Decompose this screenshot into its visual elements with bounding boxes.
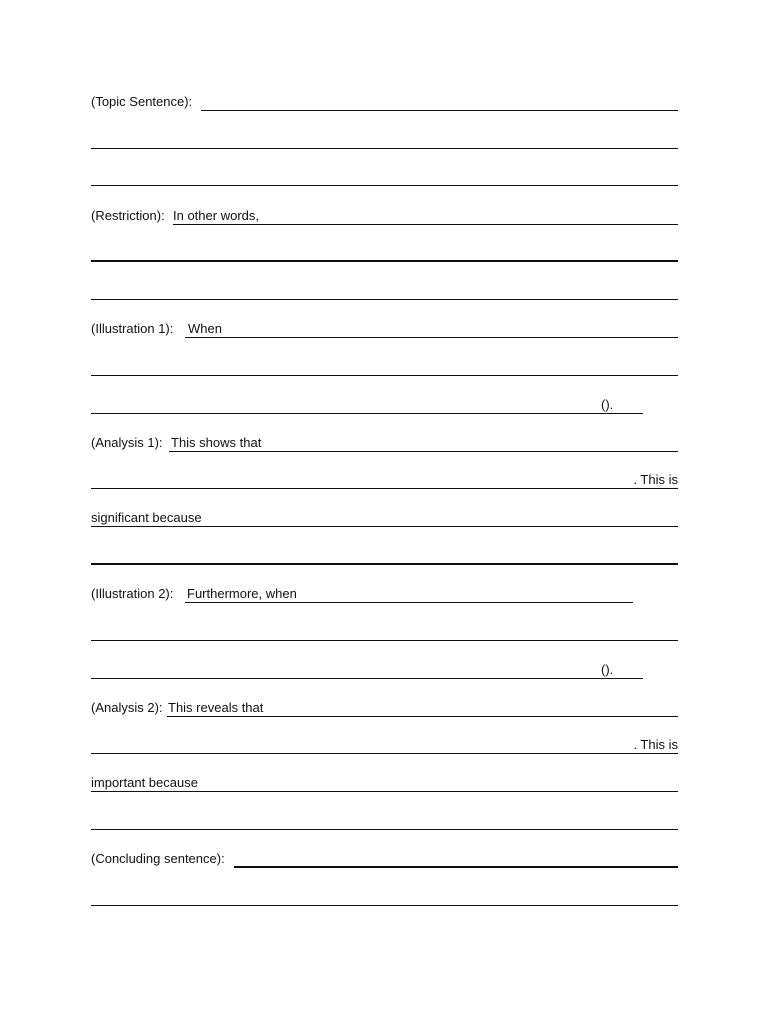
analysis-1-blank[interactable] <box>169 451 678 452</box>
illustration-2-citation-row[interactable] <box>91 659 641 679</box>
analysis-2-row <box>91 697 678 717</box>
analysis-1-line3-blank[interactable] <box>91 526 678 527</box>
illustration-1-starter: When <box>188 321 222 336</box>
analysis-2-blank[interactable] <box>167 716 678 717</box>
blank-line[interactable] <box>91 280 678 300</box>
concluding-row <box>91 848 678 868</box>
illustration-2-label: (Illustration 2): <box>91 586 174 601</box>
illustration-2-row <box>91 583 678 603</box>
concluding-label: (Concluding sentence): <box>91 851 225 866</box>
analysis-2-continue: . This is <box>633 737 678 752</box>
blank-line[interactable] <box>91 129 678 149</box>
citation-open: ( <box>601 662 606 677</box>
blank-line[interactable] <box>91 810 678 830</box>
blank-line[interactable] <box>91 886 678 906</box>
analysis-2-line3: important because <box>91 775 198 790</box>
analysis-2-line3-blank[interactable] <box>91 791 678 792</box>
restriction-blank[interactable] <box>173 224 678 225</box>
topic-sentence-label: (Topic Sentence): <box>91 94 193 109</box>
topic-sentence-blank[interactable] <box>201 110 678 111</box>
analysis-2-continue-row[interactable] <box>91 734 678 754</box>
analysis-1-starter: This shows that <box>171 435 262 450</box>
restriction-starter: In other words, <box>173 208 259 223</box>
citation-parentheses <box>601 397 613 412</box>
illustration-1-row <box>91 318 678 338</box>
illustration-1-label: (Illustration 1): <box>91 321 174 336</box>
illustration-2-blank[interactable] <box>185 602 633 603</box>
illustration-1-blank[interactable] <box>185 337 678 338</box>
analysis-2-starter: This reveals that <box>168 700 264 715</box>
blank-line[interactable] <box>91 545 678 565</box>
illustration-1-citation-row[interactable] <box>91 394 641 414</box>
analysis-1-continue-row[interactable] <box>91 469 678 489</box>
concluding-blank[interactable] <box>234 866 678 868</box>
topic-sentence-row <box>91 91 678 111</box>
analysis-1-row <box>91 432 678 452</box>
blank-line[interactable] <box>91 242 678 262</box>
analysis-2-line3-row <box>91 772 678 792</box>
blank-line[interactable] <box>91 356 678 376</box>
restriction-label: (Restriction): <box>91 208 165 223</box>
analysis-1-label: (Analysis 1): <box>91 435 163 450</box>
blank-line[interactable] <box>91 621 678 641</box>
blank-line[interactable] <box>91 166 678 186</box>
analysis-1-line3: significant because <box>91 510 202 525</box>
restriction-row <box>91 205 678 225</box>
citation-close: ). <box>605 662 614 677</box>
illustration-2-starter: Furthermore, when <box>187 586 297 601</box>
analysis-1-continue: . This is <box>633 472 678 487</box>
analysis-1-line3-row <box>91 507 678 527</box>
citation-parentheses <box>601 662 613 677</box>
citation-close: ). <box>605 397 614 412</box>
citation-open: ( <box>601 397 606 412</box>
analysis-2-label: (Analysis 2): <box>91 700 163 715</box>
